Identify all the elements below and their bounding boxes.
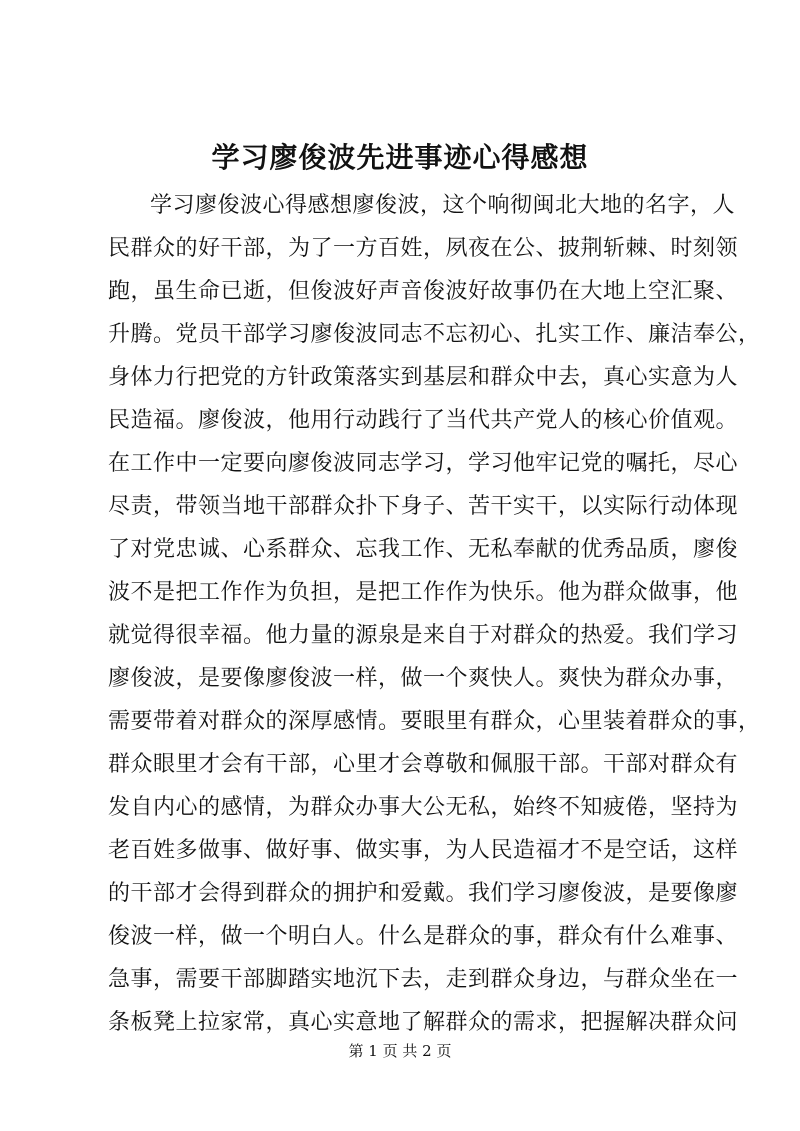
body-line: 波不是把工作作为负担，是把工作作为快乐。他为群众做事，他 [108, 580, 739, 605]
body-line: 民造福。廖俊波，他用行动践行了当代共产党人的核心价值观。 [108, 408, 739, 433]
body-line: 了对党忠诚、心系群众、忘我工作、无私奉献的优秀品质，廖俊 [108, 537, 739, 562]
body-line: 升腾。党员干部学习廖俊波同志不忘初心、扎实工作、廉洁奉公， [108, 322, 761, 347]
body-line: 老百姓多做事、做好事、做实事，为人民造福才不是空话，这样 [108, 838, 739, 863]
body-line: 发自内心的感情，为群众办事大公无私，始终不知疲倦，坚持为 [108, 795, 739, 820]
document-title: 学习廖俊波先进事迹心得感想 [211, 141, 589, 174]
body-line: 民群众的好干部，为了一方百姓，夙夜在公、披荆斩棘、时刻领 [108, 236, 739, 261]
document-body [108, 184, 761, 1044]
body-line: 跑，虽生命已逝，但俊波好声音俊波好故事仍在大地上空汇聚、 [108, 279, 739, 304]
body-line: 条板凳上拉家常，真心实意地了解群众的需求，把握解决群众问 [108, 1010, 739, 1035]
body-line: 就觉得很幸福。他力量的源泉是来自于对群众的热爱。我们学习 [108, 623, 739, 648]
body-line: 的干部才会得到群众的拥护和爱戴。我们学习廖俊波，是要像廖 [108, 881, 739, 906]
body-line: 急事，需要干部脚踏实地沉下去，走到群众身边，与群众坐在一 [108, 967, 739, 992]
body-line: 群众眼里才会有干部，心里才会尊敬和佩服干部。干部对群众有 [108, 752, 739, 777]
body-line: 俊波一样，做一个明白人。什么是群众的事，群众有什么难事、 [108, 924, 739, 949]
page-footer: 第 1 页 共 2 页 [348, 1042, 452, 1060]
body-line: 身体力行把党的方针政策落实到基层和群众中去，真心实意为人 [108, 365, 739, 390]
body-line: 需要带着对群众的深厚感情。要眼里有群众，心里装着群众的事， [108, 709, 761, 734]
body-line: 廖俊波，是要像廖俊波一样，做一个爽快人。爽快为群众办事， [108, 666, 739, 691]
body-line: 尽责，带领当地干部群众扑下身子、苦干实干，以实际行动体现 [108, 494, 739, 519]
body-line: 学习廖俊波心得感想廖俊波，这个响彻闽北大地的名字，人 [150, 193, 736, 218]
body-line: 在工作中一定要向廖俊波同志学习，学习他牢记党的嘱托，尽心 [108, 451, 739, 476]
